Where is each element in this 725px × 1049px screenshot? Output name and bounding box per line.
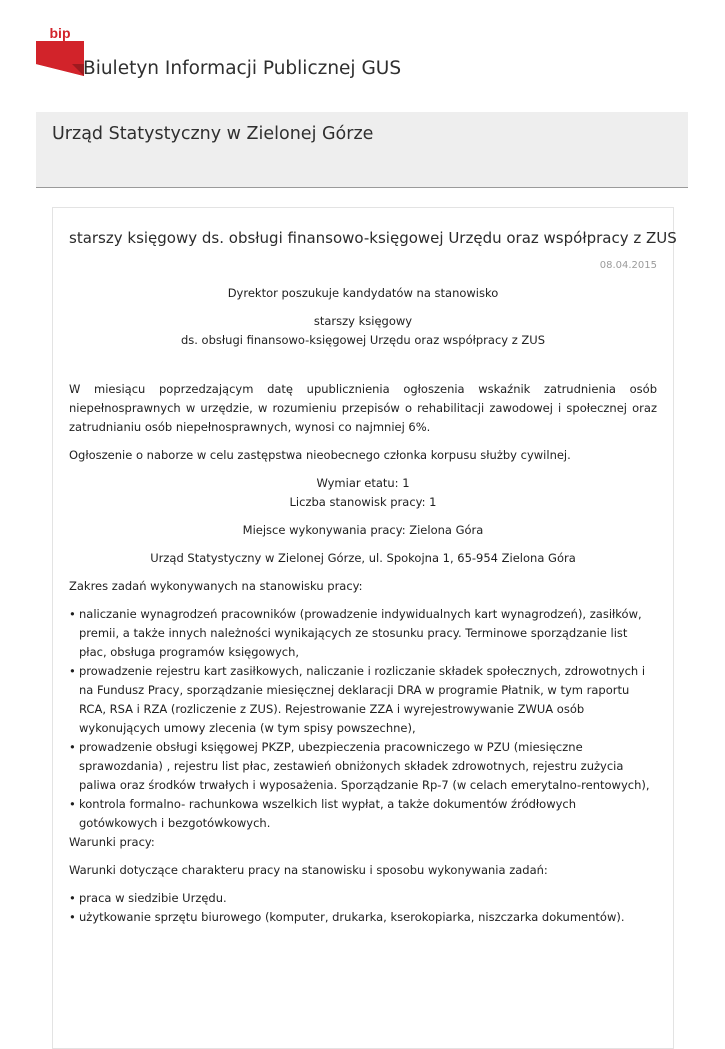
tasks-list [69,605,657,833]
list-item: • praca w siedzibie Urzędu. [69,889,657,908]
replacement-info: Ogłoszenie o naborze w celu zastępstwa nieobecnego członka korpusu służby cywilnej. [69,448,571,462]
list-item: • użytkowanie sprzętu biurowego (komputer, drukarka, kserokopiarka, niszczarka dokumentów). [69,908,657,927]
article-content [69,228,677,927]
work-location: Miejsce wykonywania pracy: Zielona Góra [242,523,484,537]
intro-text: Dyrektor poszukuje kandydatów na stanowisko [227,286,499,300]
disability-info: W miesiącu poprzedzającym datę upublicznienia ogłoszenia wskaźnik zatrudnienia osób niepełnosprawnych w urzędzie, w rozumieniu przepisów o rehabilitacji zawodowej i społecznej oraz zatrudnianiu osób niepełnosprawnych, wynosi co najmniej 6%. [69,382,657,434]
list-item: • prowadzenie rejestru kart zasiłkowych, naliczanie i rozliczanie składek społecznych, zdrowotnych i na Fundusz Pracy, sporządzanie miesięcznej deklaracji DRA w programie Płatnik, w tym raportu RCA, RSA i RZA (rozliczenie z ZUS). Rejestrowanie ZZA i wyrejestrowywanie ZWUA osób wykonujących umowy zlecenia (w tym spisy powszechne), [69,662,657,738]
job-title: starszy księgowy ds. obsługi finansowo-księgowej Urzędu oraz współpracy z ZUS [69,229,677,247]
bip-logo-text: bip [49,25,71,41]
article-card [52,207,677,1049]
list-item: • kontrola formalno- rachunkowa wszelkich list wypłat, a także dokumentów źródłowych gotówkowych i bezgotówkowych. [69,795,657,833]
work-time: Wymiar etatu: 1 [316,476,410,490]
list-item: • naliczanie wynagrodzeń pracowników (prowadzenie indywidualnych kart wynagrodzeń), zasiłków, premii, a także innych należności wynikających ze stosunku pracy. Terminowe sporządzanie list płac, obsługa programów księgowych, [69,605,657,662]
organization-header [36,112,688,188]
tasks-heading: Zakres zadań wykonywanych na stanowisku pracy: [69,579,363,593]
position-department: ds. obsługi finansowo-księgowej Urzędu oraz współpracy z ZUS [180,333,546,347]
conditions-heading: Warunki pracy: [69,835,155,849]
site-title[interactable]: Biuletyn Informacji Publicznej GUS [83,58,402,79]
organization-title[interactable]: Urząd Statystyczny w Zielonej Górze [52,124,374,144]
bip-logo[interactable] [36,20,84,76]
positions-count: Liczba stanowisk pracy: 1 [289,495,437,509]
office-address: Urząd Statystyczny w Zielonej Górze, ul. Spokojna 1, 65-954 Zielona Góra [150,551,576,565]
conditions-list [69,889,657,927]
position-name: starszy księgowy [313,314,413,328]
publication-date: 08.04.2015 [599,260,657,271]
list-item: • prowadzenie obsługi księgowej PKZP, ubezpieczenia pracowniczego w PZU (miesięczne sprawozdania) , rejestru list płac, zestawień obniżonych składek zdrowotnych, rejestru zużycia paliwa oraz środków trwałych i wyposażenia. Sporządzanie Rp-7 (w celach emerytalno-rentowych), [69,738,657,795]
conditions-intro: Warunki dotyczące charakteru pracy na stanowisku i sposobu wykonywania zadań: [69,863,548,877]
